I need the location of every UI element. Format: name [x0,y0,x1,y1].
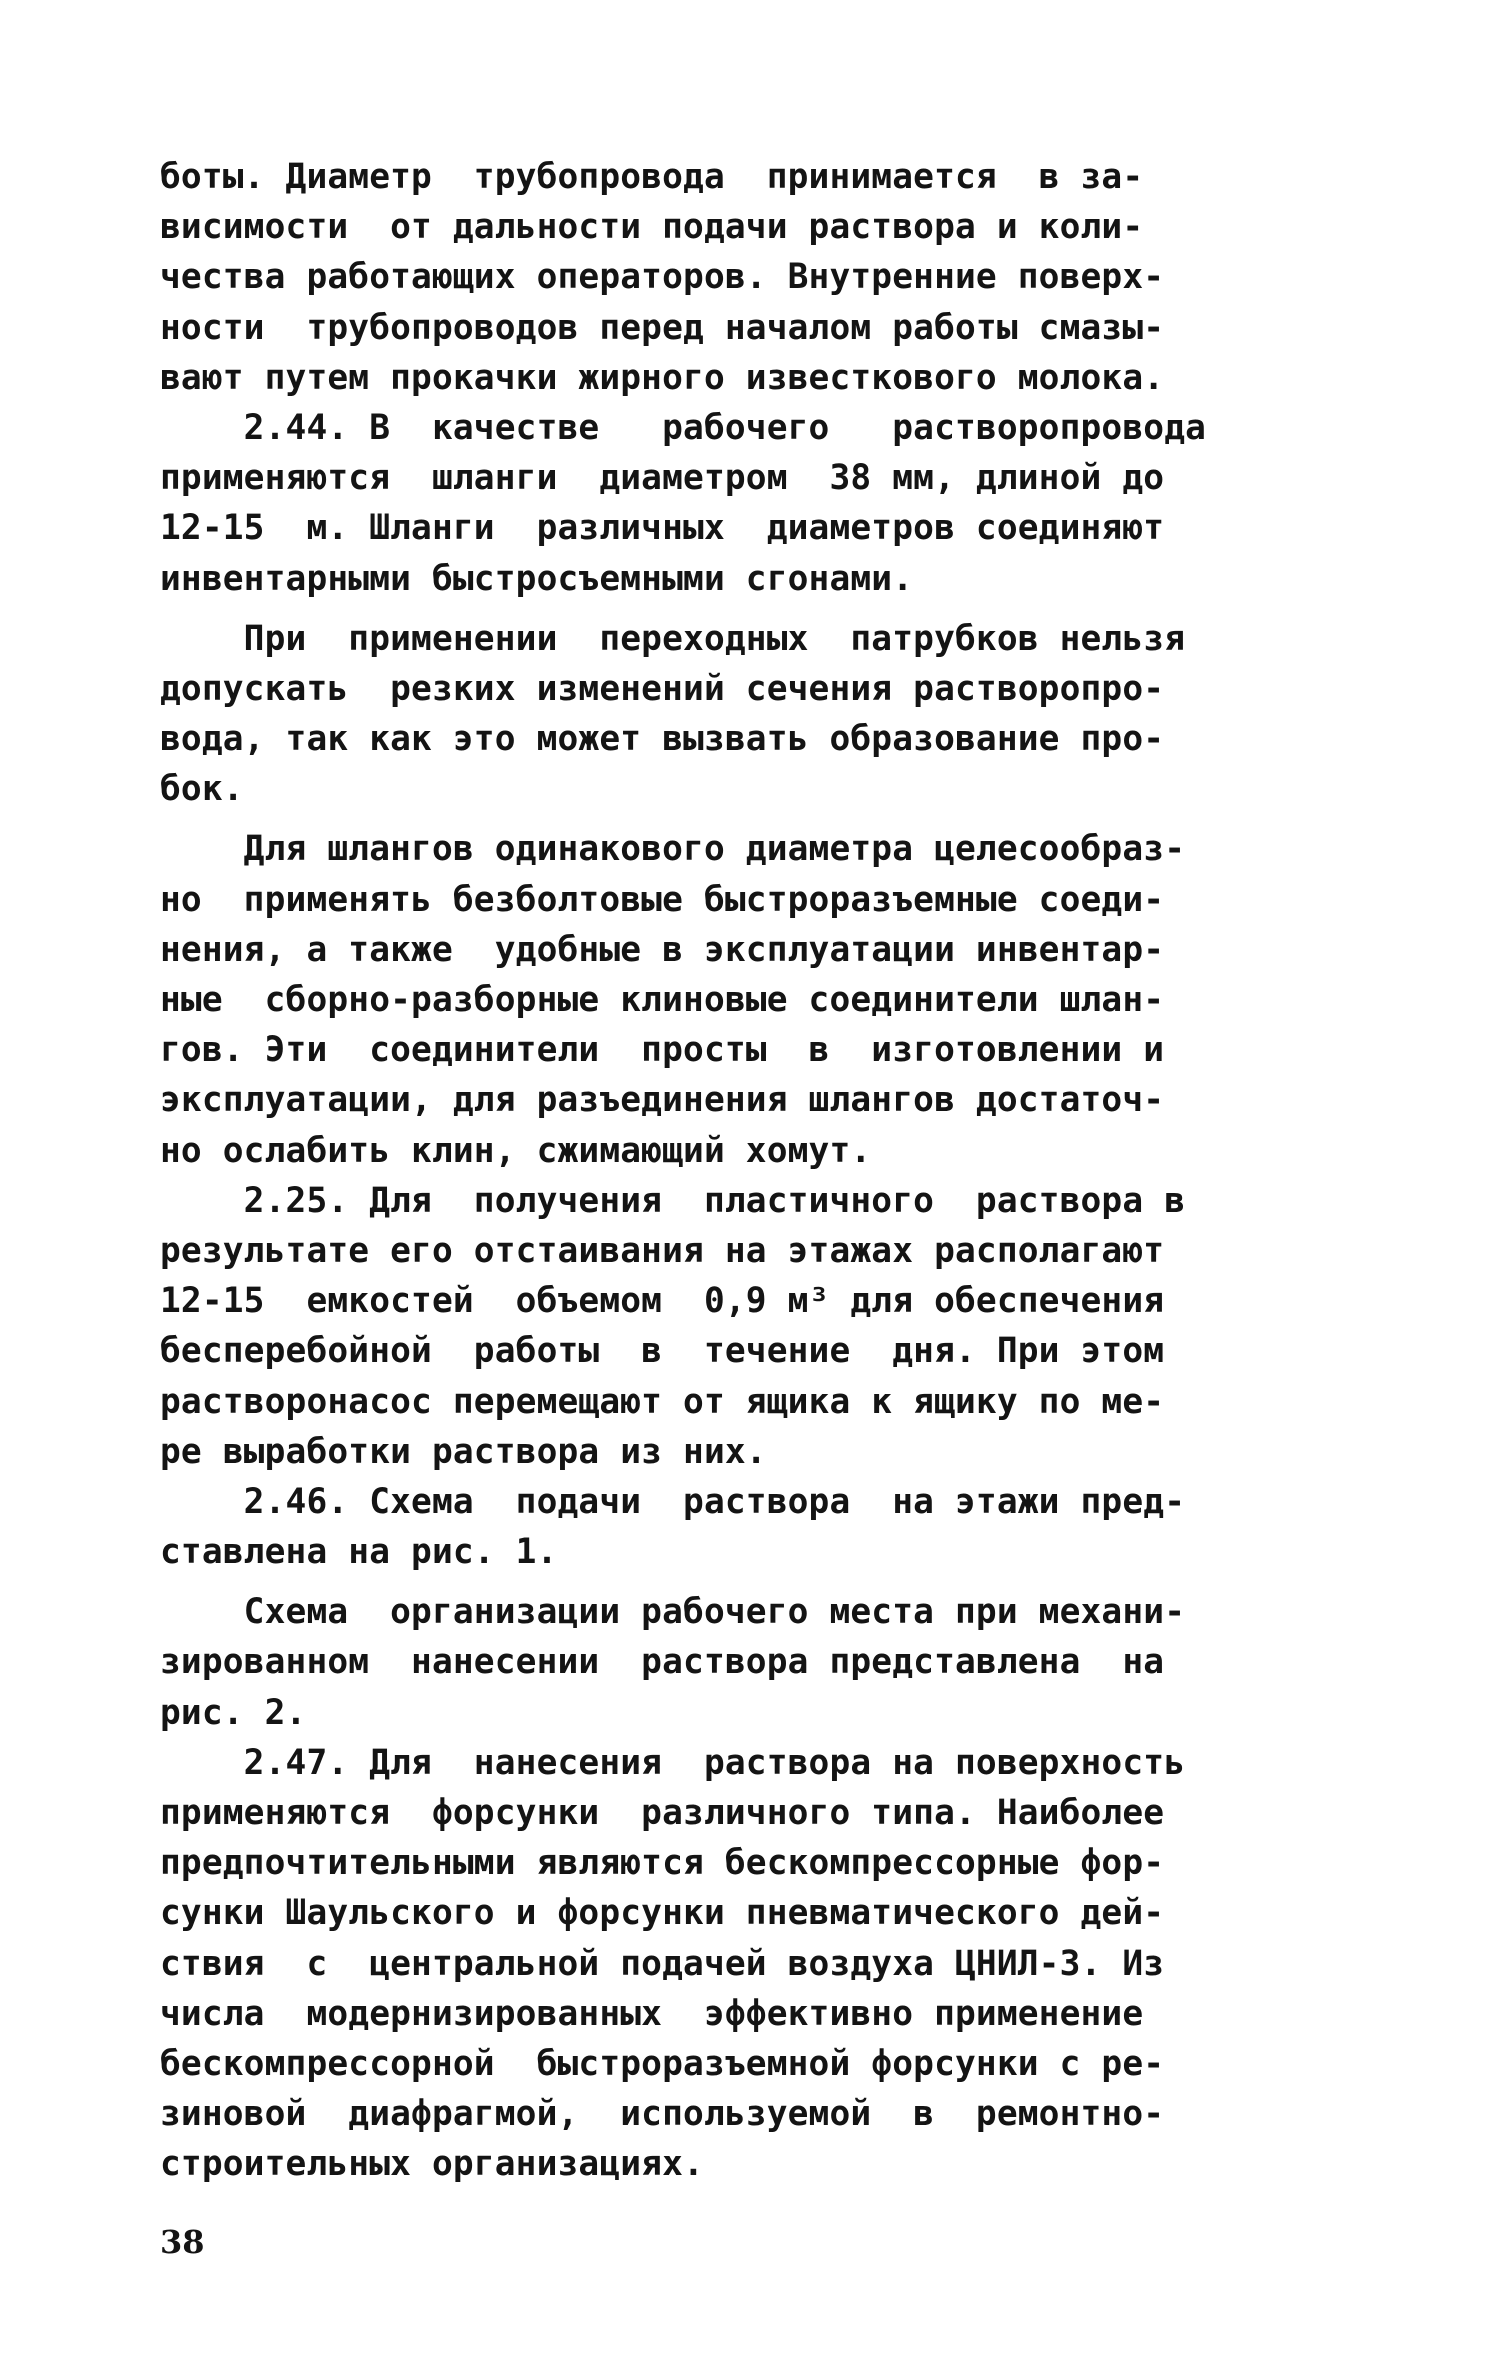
text-line: 2.44. В качестве рабочего растворопровода [160,407,1207,448]
text-line: нения, а также удобные в эксплуатации инвентар- [160,929,1165,970]
text-line: предпочтительными являются бескомпрессорные фор- [160,1843,1165,1884]
text-line: сунки Шаульского и форсунки пневматического дей- [160,1893,1165,1934]
text-line: допускать резких изменений сечения растворопро- [160,668,1165,709]
text-line: При применении переходных патрубков нельзя [160,618,1186,659]
text-line: Для шлангов одинакового диаметра целесообраз- [160,829,1186,870]
text-line: но ослабить клин, сжимающий хомут. [160,1130,872,1171]
page-number: 38 [160,2223,205,2261]
text-line: но применять безболтовые быстроразъемные соеди- [160,879,1165,920]
text-line: ре выработки раствора из них. [160,1431,767,1472]
text-line: вода, так как это может вызвать образование про- [160,719,1165,760]
text-line: гов. Эти соединители просты в изготовлении и [160,1030,1165,1071]
text-line: 2.47. Для нанесения раствора на поверхность [160,1742,1186,1783]
text-line: 12-15 емкостей объемом 0,9 м³ для обеспечения [160,1281,1165,1322]
text-line: 12-15 м. Шланги различных диаметров соединяют [160,508,1165,549]
text-line: чества работающих операторов. Внутренние поверх- [160,257,1165,298]
text-line: ные сборно-разборные клиновые соединители шлан- [160,980,1165,1020]
text-line: ставлена на рис. 1. [160,1532,558,1573]
text-line: результате его отстаивания на этажах располагают [160,1230,1165,1271]
text-line: строительных организациях. [160,2144,704,2185]
text-line: бесперебойной работы в течение дня. При этом [160,1331,1165,1372]
page-text [160,152,1360,2190]
text-line: инвентарными быстросъемными сгонами. [160,558,914,599]
text-line: бок. [160,769,244,810]
text-line: зированном нанесении раствора представлена на [160,1642,1165,1683]
text-line: ности трубопроводов перед началом работы смазы- [160,307,1165,348]
text-line: 2.25. Для получения пластичного раствора в [160,1180,1186,1221]
text-line: применяются шланги диаметром 38 мм, длиной до [160,458,1165,499]
text-line: ствия с центральной подачей воздуха ЦНИЛ-3. Из [160,1943,1165,1984]
text-line: растворонасос перемещают от ящика к ящику по ме- [160,1381,1165,1422]
paragraph-gap [160,604,1360,614]
text-line: числа модернизированных эффективно применение [160,1993,1144,2034]
text-line: эксплуатации, для разъединения шлангов достаточ- [160,1080,1165,1121]
paragraph-gap [160,1577,1360,1587]
text-line: бескомпрессорной быстроразъемной форсунки с ре- [160,2043,1165,2084]
text-line: Схема организации рабочего места при механи- [160,1592,1186,1633]
text-line: рис. 2. [160,1692,307,1733]
text-line: 2.46. Схема подачи раствора на этажи пред- [160,1481,1186,1522]
text-line: зиновой диафрагмой, используемой в ремонтно- [160,2094,1165,2135]
text-line: применяются форсунки различного типа. Наиболее [160,1793,1165,1833]
paragraph-gap [160,814,1360,824]
text-line: вают путем прокачки жирного известкового молока. [160,357,1165,398]
text-line: боты. Диаметр трубопровода принимается в за- [160,157,1144,197]
text-line: висимости от дальности подачи раствора и коли- [160,207,1144,248]
